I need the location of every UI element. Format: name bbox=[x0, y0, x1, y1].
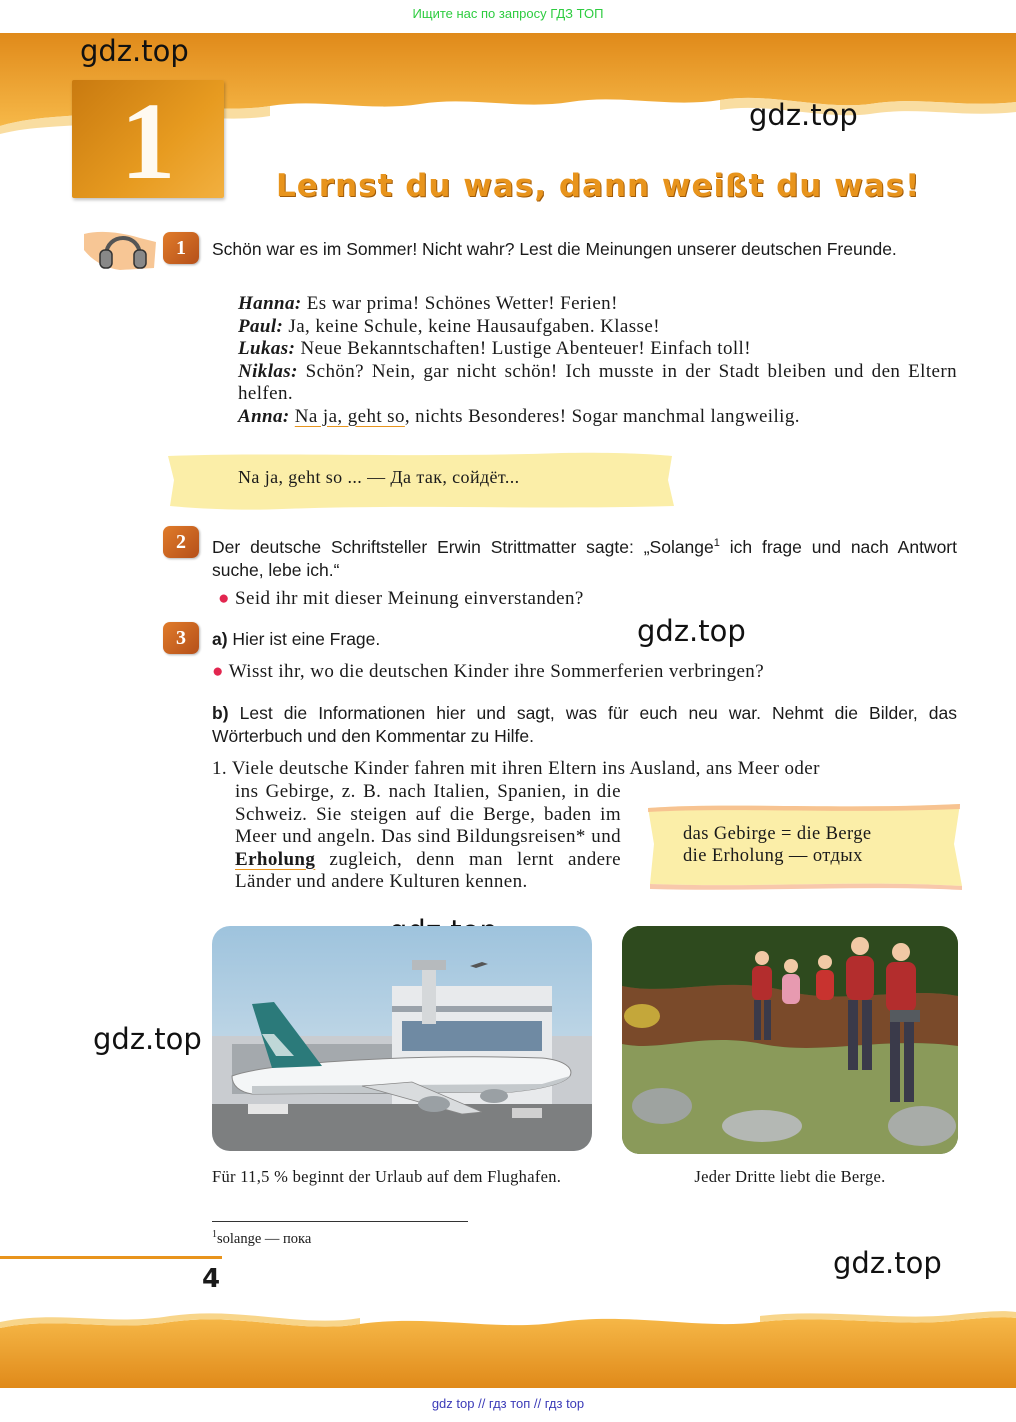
highlight-phrase: Na ja, geht so bbox=[294, 405, 405, 427]
dialogue-line bbox=[238, 361, 957, 406]
speaker-name: Niklas: bbox=[238, 360, 298, 382]
chapter-number: 1 bbox=[120, 80, 176, 202]
question-text: Seid ihr mit dieser Meinung einverstanden? bbox=[235, 588, 584, 609]
item-number: 1. bbox=[212, 758, 228, 779]
speaker-name: Paul: bbox=[238, 315, 284, 337]
task1-instruction: Schön war es im Sommer! Nicht wahr? Lest die Meinungen unserer deutschen Freunde. bbox=[212, 239, 897, 259]
footer-links[interactable]: gdz top // гдз топ // гдз top bbox=[431, 1396, 585, 1411]
speaker-text: Neue Bekanntschaften! Lustige Abenteuer! Einfach toll! bbox=[295, 338, 751, 359]
watermark: gdz.top bbox=[749, 98, 858, 132]
info-item-body bbox=[235, 781, 621, 894]
part-label: a) bbox=[212, 629, 228, 649]
item-text: Viele deutsche Kinder fahren mit ihren Eltern ins Ausland, ans Meer oder bbox=[231, 758, 820, 779]
page-number: 4 bbox=[202, 1264, 221, 1294]
watermark: gdz.top bbox=[637, 614, 746, 648]
task3a-question bbox=[212, 661, 764, 684]
airplane-illustration bbox=[212, 926, 592, 1151]
dialogue-line bbox=[238, 338, 957, 361]
speaker-name: Anna: bbox=[238, 405, 290, 427]
part-text: Hier ist eine Frage. bbox=[227, 629, 381, 649]
bottom-decor-band bbox=[0, 1288, 1016, 1392]
footnote bbox=[212, 1229, 311, 1248]
note-phrase: Na ja, geht so ... — Да так, сойдёт... bbox=[238, 467, 520, 487]
info-item-line1 bbox=[212, 758, 957, 781]
footnote-ref: 1 bbox=[713, 537, 720, 549]
footnote-mark: 1 bbox=[212, 1229, 217, 1240]
mountain-hikers-photo bbox=[622, 926, 958, 1154]
footnote-divider bbox=[212, 1221, 468, 1222]
search-hint: Ищите нас по запросу ГДЗ ТОП bbox=[412, 6, 604, 21]
speaker-text: Es war prima! Schönes Wetter! Ferien! bbox=[301, 293, 618, 314]
dialogue-line bbox=[238, 406, 957, 429]
speaker-text: Schön? Nein, gar nicht schön! Ich musste in der Stadt bleiben und den Eltern helfen. bbox=[238, 360, 957, 404]
question-text: Wisst ihr, wo die deutschen Kinder ihre Sommerferien verbringen? bbox=[228, 661, 765, 682]
quote-start: Der deutsche Schriftsteller Erwin Strittmatter sagte: „Solange bbox=[212, 536, 714, 557]
watermark: gdz.top bbox=[833, 1246, 942, 1280]
chapter-title: Lernst du was, dann weißt du was! bbox=[276, 168, 921, 204]
task1-dialogue bbox=[238, 293, 957, 428]
airport-photo bbox=[212, 926, 592, 1151]
vocab-line: die Erholung — отдых bbox=[683, 846, 863, 866]
headphones-icon bbox=[80, 220, 158, 272]
footnote-text: solange — пока bbox=[217, 1230, 312, 1247]
dialogue-line bbox=[238, 293, 957, 316]
bullet-icon: ● bbox=[212, 661, 224, 682]
speaker-text: , nichts Besonderes! Sogar manchmal langweilig. bbox=[404, 405, 800, 427]
highlight-word: Erholung bbox=[235, 848, 316, 870]
mountain-caption: Jeder Dritte liebt die Berge. bbox=[694, 1167, 886, 1186]
item-text: ins Gebirge, z. B. nach Italien, Spanien, in die Schweiz. Sie steigen auf die Berge, baden im Meer und angeln. Das sind Bildungsreisen* und bbox=[235, 781, 621, 847]
bullet-icon: ● bbox=[218, 588, 230, 609]
hikers-illustration bbox=[622, 926, 958, 1154]
item-text: zugleich, denn man lernt andere Länder und andere Kulturen kennen. bbox=[235, 848, 621, 892]
task2-text bbox=[212, 532, 957, 582]
watermark: gdz.top bbox=[93, 1022, 202, 1056]
speaker-name: Lukas: bbox=[238, 338, 296, 359]
task3a-text bbox=[212, 628, 380, 651]
task2-question bbox=[218, 588, 584, 611]
task-number-2: 2 bbox=[163, 526, 199, 558]
part-label: b) bbox=[212, 703, 229, 723]
speaker-name: Hanna: bbox=[238, 293, 302, 314]
vocab-line: das Gebirge = die Berge bbox=[683, 824, 872, 844]
airport-caption: Für 11,5 % beginnt der Urlaub auf dem Flughafen. bbox=[212, 1167, 562, 1186]
watermark: gdz.top bbox=[80, 34, 189, 68]
task-number-3: 3 bbox=[163, 622, 199, 654]
dialogue-line bbox=[238, 316, 957, 339]
part-text: Lest die Informationen hier und sagt, was für euch neu war. Nehmt die Bilder, das Wörterbuch und den Kommentar zu Hilfe. bbox=[212, 703, 957, 746]
task-number-1: 1 bbox=[163, 232, 199, 264]
page-number-rule bbox=[0, 1256, 222, 1259]
task3b-text bbox=[212, 702, 957, 748]
quote-end: ich frage und nach Antwort suche, lebe ich.“ bbox=[212, 536, 957, 580]
speaker-text: Ja, keine Schule, keine Hausaufgaben. Klasse! bbox=[283, 315, 660, 337]
